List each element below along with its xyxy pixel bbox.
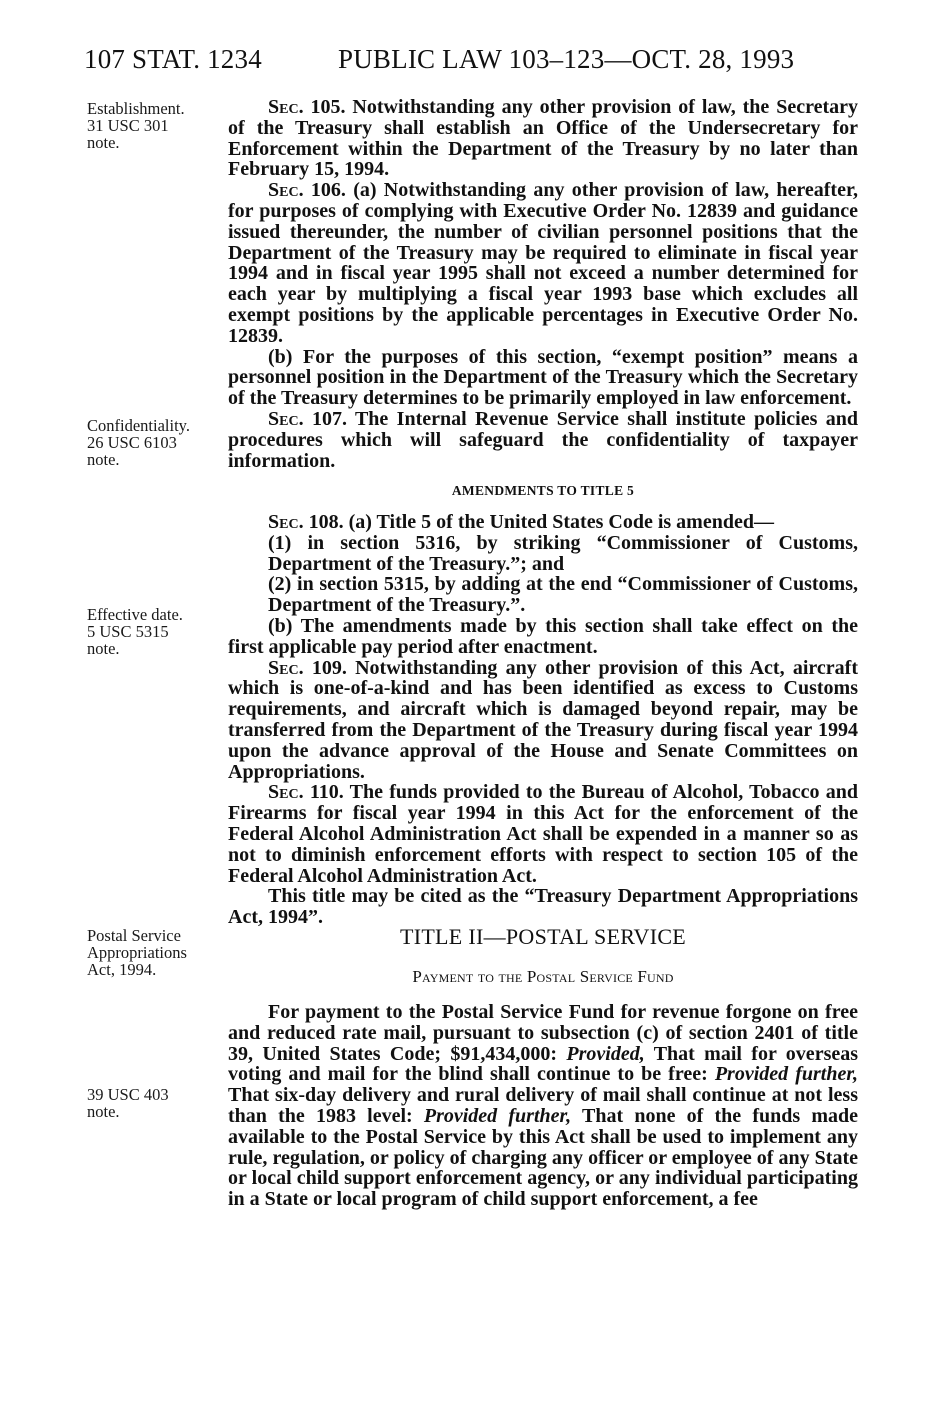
margin-note-postal-act: Postal Service Appropriations Act, 1994. <box>87 926 187 979</box>
stat-page-number: 107 STAT. 1234 <box>84 44 262 74</box>
section-106b: (b) For the purposes of this section, “exempt position” means a personnel position in the Department of the Treasury which the Secretary of the Treasury determines to be primarily employed in law enforcement. <box>228 345 858 410</box>
amendments-body <box>228 512 858 928</box>
section-109: Sec. 109. Notwithstanding any other provision of this Act, aircraft which is one-of-a-kind and has been identified as excess to Customs requirements, and aircraft which is damaged beyond repair, may be transferred from the Department of the Treasury during fiscal year 1994 upon the advance approval of the House and Senate Committees on Appropriations. <box>228 656 858 783</box>
section-108b: (b) The amendments made by this section shall take effect on the first applicable pay period after enactment. <box>228 614 858 658</box>
title-one-body <box>228 97 858 471</box>
section-108a1: (1) in section 5316, by striking “Commissioner of Customs, Department of the Treasury.”; and <box>268 531 858 575</box>
title-two-heading: TITLE II—POSTAL SERVICE <box>399 924 687 949</box>
page-header <box>84 44 884 84</box>
postal-fund-paragraph: For payment to the Postal Service Fund for revenue forgone on free and reduced rate mail, pursuant to subsection (c) of section 2401 of title 39, United States Code; $91,434,000: Provided, That mail for overseas voting and mail for the blind shall continue to be free: Provided further, That six-day delivery and rural delivery of mail shall continue at not less than the 1983 level: Provided further, That none of the funds made available to the Postal Service by this Act shall be used to implement any rule, regulation, or policy of charging any officer or employee of any State or local child support enforcement agency, or any individual participating in a State or local program of child support enforcement, a fee <box>228 1001 859 1211</box>
section-106a: Sec. 106. (a) Notwithstanding any other provision of law, hereafter, for purposes of complying with Executive Order No. 12839 and guidance issued thereunder, the number of civilian personnel positions that the Department of the Treasury may be required to eliminate in fiscal year 1994 and in fiscal year 1995 shall not exceed a number determined for each year by multiplying a fiscal year 1993 base which excludes all exempt positions by the applicable percentages in Executive Order No. 12839. <box>228 179 858 347</box>
section-110: Sec. 110. The funds provided to the Bureau of Alcohol, Tobacco and Firearms for fiscal year 1994 in this Act for the enforcement of the Federal Alcohol Administration Act shall be expended in a manner so as not to diminish enforcement efforts with respect to section 105 of the Federal Alcohol Administration Act. <box>228 781 858 887</box>
section-108a: Sec. 108. (a) Title 5 of the United States Code is amended— <box>268 511 774 533</box>
public-law-title: PUBLIC LAW 103–123—OCT. 28, 1993 <box>338 44 795 74</box>
section-108a2: (2) in section 5315, by adding at the end “Commissioner of Customs, Department of the Treasury.”. <box>268 573 858 617</box>
section-107: Sec. 107. The Internal Revenue Service shall institute policies and procedures which will safeguard the confidentiality of taxpayer information. <box>228 407 859 472</box>
title-two-body <box>228 1002 858 1210</box>
margin-note-confidentiality: Confidentiality. 26 USC 6103 note. <box>87 416 190 469</box>
amendments-heading: AMENDMENTS TO TITLE 5 <box>451 483 635 498</box>
section-105: Sec. 105. Notwithstanding any other provision of law, the Secretary of the Treasury shall establish an Office of the Undersecretary for Enforcement within the Department of the Treasury by no later than February 15, 1994. <box>228 96 858 181</box>
margin-note-39-usc: 39 USC 403 note. <box>87 1085 169 1121</box>
title-two-subheading: Payment to the Postal Service Fund <box>412 967 674 986</box>
margin-note-establishment: Establishment. 31 USC 301 note. <box>87 99 185 152</box>
margin-note-effective-date: Effective date. 5 USC 5315 note. <box>87 605 183 658</box>
title-citation: This title may be cited as the “Treasury Department Appropriations Act, 1994”. <box>228 885 858 929</box>
